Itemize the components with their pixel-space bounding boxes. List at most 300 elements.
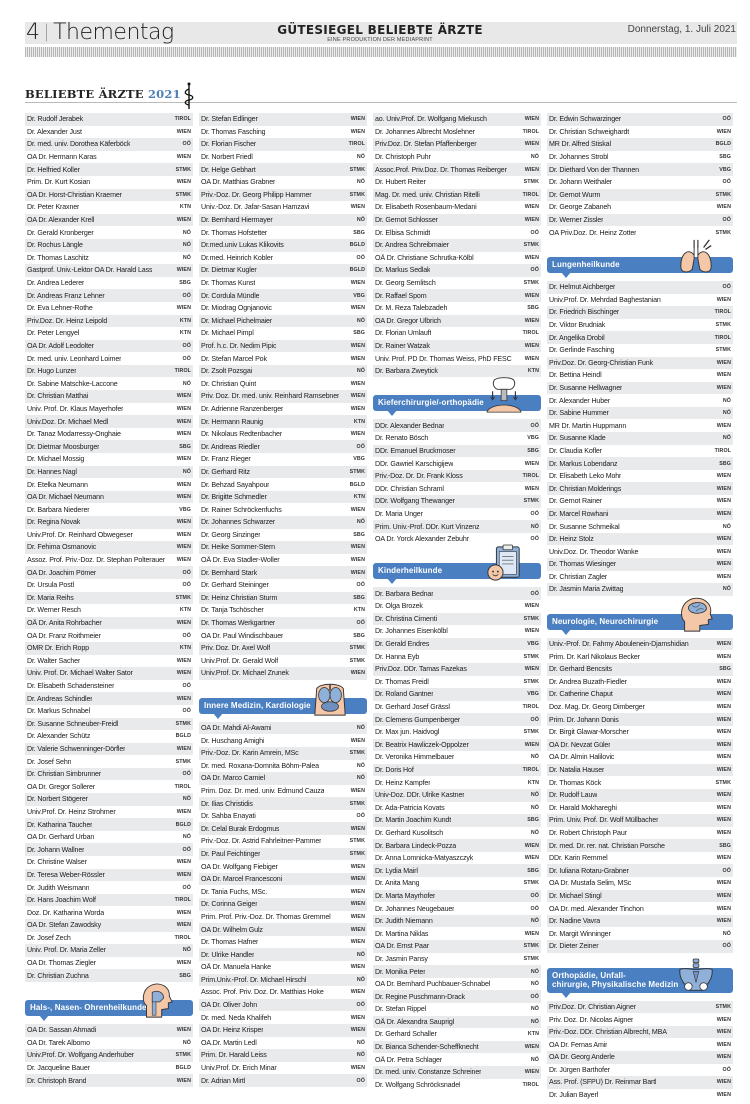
state-badge: WIEN	[716, 485, 731, 492]
state-badge: STMK	[175, 166, 191, 173]
doctor-name: Dr. Johannes Albrecht Moslehner	[375, 127, 475, 136]
doctor-name: Dr. Thomas Freidl	[375, 677, 429, 686]
doctor-name: Dr. Judith Niemann	[375, 917, 433, 926]
doctor-name: OA Dr. Michael Neumann	[27, 493, 104, 502]
doctor-name: Dr. Fehima Osmanovic	[27, 543, 97, 552]
doctor-name: Dr. Anita Mang	[375, 879, 420, 888]
doctor-name: OA Dr. Marcel Francesconi	[201, 875, 283, 884]
state-badge: NÖ	[530, 804, 539, 811]
doctor-row	[25, 667, 193, 680]
state-badge: SBG	[527, 817, 539, 824]
doctor-row	[199, 948, 367, 961]
state-badge: STMK	[349, 657, 365, 664]
doctor-row	[547, 1026, 733, 1039]
state-badge: NÖ	[182, 947, 191, 954]
state-badge: STMK	[523, 653, 539, 660]
state-badge: STMK	[715, 322, 731, 329]
state-badge: WIEN	[524, 485, 539, 492]
doctor-row	[547, 163, 733, 176]
doctor-name: Dr. Dieter Zeiner	[549, 942, 599, 951]
state-badge: NÖ	[182, 1039, 191, 1046]
doctor-name: Prim.Univ.-Prof. Dr. Michael Hirschl	[201, 975, 307, 984]
doctor-name: Dr. Georg Sinzinger	[201, 530, 261, 539]
doctor-name: OA Dr. Nevzat Güler	[549, 740, 611, 749]
doctor-name: OA Dr. Franz Roithmeier	[27, 631, 101, 640]
doctor-row	[547, 688, 733, 701]
doctor-row	[373, 713, 541, 726]
state-badge: KTN	[179, 317, 191, 324]
doctor-row	[199, 722, 367, 735]
doctor-row	[373, 953, 541, 966]
doctor-row	[373, 482, 541, 495]
doctor-name: OA Dr. Thomas Ziegler	[27, 959, 96, 968]
state-badge: OÖ	[182, 342, 191, 349]
doctor-row	[25, 201, 193, 214]
doctor-name: Dr. Barbara Niederer	[27, 505, 90, 514]
doctor-name: Prim. Dr. Karl Nikolaus Becker	[549, 652, 640, 661]
state-badge: WIEN	[350, 989, 365, 996]
doctor-name: Dr. Christoph Puhr	[375, 153, 431, 162]
doctor-name: Dr. Maria Unger	[375, 509, 423, 518]
state-badge: WIEN	[350, 888, 365, 895]
state-badge: VBG	[179, 506, 191, 513]
doctor-name: Dr. Hannes Nagl	[27, 467, 77, 476]
doctor-row	[25, 541, 193, 554]
state-badge: OÖ	[356, 254, 365, 261]
state-badge: NÖ	[182, 380, 191, 387]
doctor-row	[199, 772, 367, 785]
category-label: Lungenheilkunde	[547, 257, 733, 273]
doctor-name: Dr. Renato Bösch	[375, 434, 429, 443]
doctor-name: Dr. Adrian Mirtl	[201, 1076, 246, 1085]
doctor-row	[25, 1049, 193, 1062]
state-badge: WIEN	[350, 342, 365, 349]
doctor-row	[25, 377, 193, 390]
doctor-row	[25, 566, 193, 579]
doctor-name: Dr. Johannes Strobl	[549, 153, 609, 162]
doctor-name: MR Dr. Martin Huppmann	[549, 421, 627, 430]
doctor-row	[25, 617, 193, 630]
doctor-name: Ass. Prof. (SFPU) Dr. Reinmar Bartl	[549, 1078, 657, 1087]
doctor-list	[199, 722, 367, 1087]
doctor-row	[547, 470, 733, 483]
doctor-row	[25, 894, 193, 907]
category-pointer	[213, 713, 223, 719]
doctor-name: Dr. Thomas Hafner	[201, 938, 259, 947]
state-badge: TIROL	[522, 704, 539, 711]
doctor-row	[25, 491, 193, 504]
doctor-row	[373, 814, 541, 827]
state-badge: WIEN	[176, 267, 191, 274]
doctor-name: Univ. Prof. PD Dr. Thomas Weiss, PhD FESC	[375, 354, 512, 363]
doctor-name: Dr. Ilias Christidis	[201, 799, 253, 808]
state-badge: WIEN	[716, 204, 731, 211]
state-badge: WIEN	[716, 678, 731, 685]
state-badge: WIEN	[716, 498, 731, 505]
doctor-row	[199, 252, 367, 265]
state-badge: NÖ	[530, 154, 539, 161]
doctor-name: Dr. Christian Matthai	[27, 392, 89, 401]
state-badge: NÖ	[530, 981, 539, 988]
doctor-row	[547, 214, 733, 227]
doctor-name: Dr. Thomas Wiesinger	[549, 560, 617, 569]
doctor-name: Dr. Norbert Friedl	[201, 153, 253, 162]
state-badge: WIEN	[350, 393, 365, 400]
doctor-name: Dr. Elisabeth Rosenbaum-Medani	[375, 203, 477, 212]
doctor-row	[25, 642, 193, 655]
lungs-icon	[677, 238, 715, 276]
column-3	[373, 113, 541, 1091]
state-badge: OÖ	[182, 569, 191, 576]
doctor-row	[199, 151, 367, 164]
doctor-name: Dr. Christian Zagler	[549, 572, 608, 581]
doctor-name: Dr. Natalia Hauser	[549, 766, 605, 775]
state-badge: KTN	[179, 330, 191, 337]
state-badge: NÖ	[722, 435, 731, 442]
state-badge: WIEN	[176, 557, 191, 564]
doctor-row	[199, 579, 367, 592]
doctor-row	[25, 428, 193, 441]
state-badge: WIEN	[524, 204, 539, 211]
doctor-name: Dr. Friedrich Bischinger	[549, 308, 620, 317]
doctor-name: Dr. Hermann Raunig	[201, 417, 263, 426]
doctor-name: Dr. Tanaz Modarressy-Onghaie	[27, 430, 121, 439]
doctor-row	[547, 382, 733, 395]
doctor-name: Dr. Regina Novak	[27, 518, 81, 527]
doctor-row	[547, 482, 733, 495]
doctor-row	[199, 201, 367, 214]
state-badge: TIROL	[174, 897, 191, 904]
doctor-list	[373, 587, 541, 1091]
category-label: Hals-, Nasen- Ohrenheilkunde	[25, 1000, 193, 1016]
doctor-name: Dr. Andreas Franz Lehner	[27, 291, 105, 300]
doctor-row	[373, 1016, 541, 1029]
doctor-name: Dr. Michael Mossig	[27, 455, 85, 464]
doctor-name: Priv. Doz. Dr. med. univ. Reinhard Ramsebner	[201, 392, 340, 401]
state-badge: SBG	[353, 330, 365, 337]
state-badge: WIEN	[176, 544, 191, 551]
state-badge: WIEN	[524, 842, 539, 849]
doctor-row	[373, 1079, 541, 1092]
state-badge: WIEN	[176, 456, 191, 463]
doctor-name: Dr. Dietmar Kugler	[201, 266, 257, 275]
state-badge: NÖ	[530, 918, 539, 925]
doctor-name: Priv.Doz. DDr. Tamas Fazekas	[375, 665, 467, 674]
state-badge: KTN	[353, 607, 365, 614]
doctor-name: OA Dr. Wolfgang Fiebiger	[201, 862, 278, 871]
doctor-name: Assoc.Prof. Priv.Doz. Dr. Thomas Reiberger	[375, 165, 507, 174]
doctor-name: Dr. Christian Simbrunner	[27, 770, 102, 779]
doctor-row	[547, 294, 733, 307]
doctor-row	[199, 340, 367, 353]
doctor-row	[199, 327, 367, 340]
state-badge: WIEN	[716, 128, 731, 135]
doctor-name: Univ.-Prof. Dr. Fahmy Aboulenein-Djamshidian	[549, 640, 689, 649]
state-badge: BGLD	[175, 821, 191, 828]
doctor-row	[25, 403, 193, 416]
doctor-name: Priv.Doz. Dr. Christian Aigner	[549, 1002, 636, 1011]
doctor-name: Dr. Markus Schnabel	[27, 707, 90, 716]
doctor-name: OA Dr. Ernst Paar	[375, 942, 429, 951]
doctor-name: Dr. Behzad Sayahpour	[201, 480, 270, 489]
category-label-line: chirurgie, Physikalische Medizin	[552, 980, 679, 990]
state-badge: NÖ	[356, 951, 365, 958]
state-badge: WIEN	[350, 863, 365, 870]
doctor-row	[199, 629, 367, 642]
state-badge: OÖ	[182, 884, 191, 891]
doctor-name: Dr. Michael Pichelmaier	[201, 316, 273, 325]
state-badge: NÖ	[182, 254, 191, 261]
doctor-name: OA Dr. Stefan Zawodsky	[27, 921, 101, 930]
decorative-stripe	[25, 47, 737, 57]
doctor-row	[25, 730, 193, 743]
doctor-row	[547, 676, 733, 689]
doctor-name: Dr. Franz Rieger	[201, 455, 251, 464]
doctor-row	[199, 440, 367, 453]
doctor-name: Dr. Rainer Schröckenfuchs	[201, 505, 282, 514]
doctor-name: Dr. Johannes Neugebauer	[375, 904, 455, 913]
doctor-name: Dr. Doris Hof	[375, 766, 414, 775]
doctor-row	[547, 369, 733, 382]
doctor-name: OA Dr. Gregor Sollerer	[27, 782, 96, 791]
doctor-list	[25, 113, 193, 982]
doctor-name: Doz. Dr. Katharina Worda	[27, 908, 105, 917]
doctor-name: Dr. Anna Lomnicka-Matyaszczyk	[375, 854, 474, 863]
doctor-row	[373, 1028, 541, 1041]
state-badge: KTN	[179, 204, 191, 211]
state-badge: WIEN	[716, 729, 731, 736]
state-badge: BGLD	[349, 267, 365, 274]
state-badge: STMK	[349, 645, 365, 652]
state-badge: NÖ	[182, 796, 191, 803]
doctor-name: DDr. Alexander Bednar	[375, 421, 445, 430]
doctor-row	[25, 655, 193, 668]
category-label: Innere Medizin, Kardiologie	[199, 698, 367, 714]
state-badge: SBG	[719, 154, 731, 161]
state-badge: WIEN	[716, 372, 731, 379]
doctor-name: Dr. Viktor Brudniak	[549, 321, 606, 330]
doctor-name: Priv. Doz. Dr. Nicolas Aigner	[549, 1015, 634, 1024]
doctor-row	[373, 151, 541, 164]
doctor-row	[25, 831, 193, 844]
state-badge: KTN	[527, 779, 539, 786]
doctor-name: Dr. Thomas Laschitz	[27, 253, 89, 262]
doctor-row	[547, 776, 733, 789]
doctor-name: OA Priv.Doz. Dr. Heinz Zotter	[549, 228, 637, 237]
doctor-name: Dr. Sabine Hummer	[549, 409, 609, 418]
doctor-row	[199, 1062, 367, 1075]
doctor-row	[25, 718, 193, 731]
state-badge: NÖ	[722, 397, 731, 404]
state-badge: KTN	[353, 418, 365, 425]
state-badge: STMK	[349, 838, 365, 845]
state-badge: WIEN	[716, 892, 731, 899]
doctor-name: Dr. Paul Feichtinger	[201, 849, 261, 858]
doctor-name: Dr. Zsolt Pozsgai	[201, 367, 253, 376]
state-badge: STMK	[175, 191, 191, 198]
doctor-name: Dr. Susanne Klade	[549, 434, 606, 443]
doctor-name: Priv.-Doz. Dr. Georg Philipp Hammer	[201, 190, 312, 199]
doctor-name: OA Dr. Heinz Krisper	[201, 1026, 264, 1035]
doctor-name: Dr. Barbara Bednar	[375, 589, 434, 598]
doctor-name: Dr. Dietmar Moosburger	[27, 442, 100, 451]
doctor-name: Dr. Marta Mayrhofer	[375, 891, 436, 900]
doctor-name: DDr. Karin Remmel	[549, 854, 608, 863]
doctor-row	[199, 848, 367, 861]
doctor-row	[25, 793, 193, 806]
state-badge: WIEN	[350, 737, 365, 744]
state-badge: WIEN	[350, 405, 365, 412]
doctor-name: Dr. Clemens Gumpenberger	[375, 715, 461, 724]
doctor-name: Dr. Robert Christoph Paur	[549, 828, 627, 837]
state-badge: OÖ	[530, 993, 539, 1000]
state-badge: WIEN	[716, 653, 731, 660]
doctor-name: DDr. Gawriel Karschigijew	[375, 459, 454, 468]
doctor-row	[547, 877, 733, 890]
doctor-row	[199, 377, 367, 390]
doctor-row	[199, 566, 367, 579]
doctor-row	[547, 407, 733, 420]
doctor-row	[199, 822, 367, 835]
doctor-row	[373, 277, 541, 290]
doctor-row	[547, 1013, 733, 1026]
state-badge: OÖ	[182, 582, 191, 589]
doctor-row	[373, 600, 541, 613]
state-badge: WIEN	[716, 691, 731, 698]
state-badge: WIEN	[716, 905, 731, 912]
state-badge: WIEN	[176, 859, 191, 866]
doctor-row	[199, 503, 367, 516]
doctor-row	[373, 214, 541, 227]
state-badge: WIEN	[716, 880, 731, 887]
state-badge: WIEN	[524, 1069, 539, 1076]
doctor-name: MR Dr. Alfred Stiskal	[549, 140, 611, 149]
state-badge: WIEN	[350, 204, 365, 211]
doctor-row	[199, 747, 367, 760]
state-badge: NÖ	[722, 586, 731, 593]
doctor-name: Dr. Thomas Hofstetter	[201, 228, 268, 237]
state-badge: STMK	[715, 347, 731, 354]
doctor-row	[25, 1024, 193, 1037]
doctor-name: Univ.Prof. Dr. Gerald Wolf	[201, 656, 279, 665]
doctor-row	[373, 638, 541, 651]
page-number: 4	[26, 20, 40, 45]
state-badge: WIEN	[524, 254, 539, 261]
doctor-row	[373, 625, 541, 638]
doctor-row	[373, 252, 541, 265]
doctor-name: Dr.med. Heinrich Kobler	[201, 253, 273, 262]
state-badge: WIEN	[716, 1092, 731, 1099]
state-badge: NÖ	[722, 410, 731, 417]
doctor-name: Dr. Beatrix Hawliczek-Oppolzer	[375, 740, 469, 749]
doctor-name: OA Dr. Marco Carniel	[201, 774, 266, 783]
doctor-row	[25, 252, 193, 265]
doctor-row	[199, 642, 367, 655]
state-badge: NÖ	[530, 968, 539, 975]
state-badge: SBG	[527, 867, 539, 874]
state-badge: STMK	[175, 758, 191, 765]
doctor-row	[373, 126, 541, 139]
state-badge: WIEN	[176, 745, 191, 752]
doctor-name: Dr. Alexander Just	[27, 127, 82, 136]
doctor-name: Dr. Christoph Brand	[27, 1076, 87, 1085]
doctor-row	[373, 927, 541, 940]
state-badge: WIEN	[524, 603, 539, 610]
doctor-name: Dr. Valerie Schwenninger-Dörfler	[27, 744, 126, 753]
doctor-name: Dr. Wolfgang Schröcksnadel	[375, 1080, 461, 1089]
doctor-name: Dr. Andreas Riedler	[201, 442, 260, 451]
doctor-row	[547, 827, 733, 840]
doctor-row	[547, 508, 733, 521]
doctor-name: Dr. Gerhard Kusolitsch	[375, 828, 444, 837]
doctor-row	[373, 508, 541, 521]
doctor-row	[547, 940, 733, 953]
state-badge: STMK	[715, 1003, 731, 1010]
doctor-row	[25, 780, 193, 793]
state-badge: OÖ	[530, 422, 539, 429]
doctor-name: Dr. Nadine Vavra	[549, 917, 601, 926]
doctor-row	[199, 604, 367, 617]
doctor-row	[373, 776, 541, 789]
state-badge: OÖ	[530, 229, 539, 236]
doctor-name: Priv.-Doz. Dr. Astrid Fahrleitner-Pammer	[201, 837, 322, 846]
doctor-row	[373, 827, 541, 840]
state-badge: OÖ	[356, 1077, 365, 1084]
state-badge: OÖ	[722, 116, 731, 123]
doctor-list	[547, 638, 733, 953]
doctor-row	[373, 432, 541, 445]
state-badge: VBG	[527, 435, 539, 442]
doctor-row	[199, 655, 367, 668]
state-badge: WIEN	[524, 1044, 539, 1051]
category-pointer	[561, 629, 571, 635]
doctor-row	[199, 466, 367, 479]
doctor-name: Dr. Heinz Christian Sturm	[201, 593, 278, 602]
doctor-row	[199, 126, 367, 139]
doctor-row	[547, 764, 733, 777]
state-badge: VBG	[719, 166, 731, 173]
state-badge: SBG	[719, 460, 731, 467]
doctor-name: Dr. Regine Puschmann-Drack	[375, 992, 465, 1001]
doctor-name: Dr. Gerald Kronberger	[27, 228, 94, 237]
doctor-row	[547, 558, 733, 571]
category-header-orthop-die-unfall-chirurgie-physikalische-medizin	[547, 953, 733, 1001]
heading-label: BELIEBTE ÄRZTE	[25, 87, 144, 101]
doctor-row	[373, 764, 541, 777]
state-badge: STMK	[349, 750, 365, 757]
state-badge: TIROL	[522, 330, 539, 337]
doctor-row	[25, 743, 193, 756]
doctor-row	[199, 1037, 367, 1050]
state-badge: WIEN	[524, 666, 539, 673]
doctor-name: Prim. Dr. Harald Leiss	[201, 1051, 267, 1060]
doctor-row	[373, 864, 541, 877]
doctor-row	[25, 214, 193, 227]
doctor-name: Dr. Bianca Schender-Scheffknecht	[375, 1043, 479, 1052]
doctor-name: Dr. Helmut Aichberger	[549, 283, 616, 292]
doctor-row	[547, 739, 733, 752]
doctor-row	[25, 327, 193, 340]
state-badge: STMK	[715, 229, 731, 236]
doctor-row	[25, 440, 193, 453]
doctor-name: Dr. Hans Joachim Wolf	[27, 896, 96, 905]
state-badge: WIEN	[524, 355, 539, 362]
state-badge: WIEN	[176, 808, 191, 815]
doctor-name: Dr. Josef Zech	[27, 933, 71, 942]
doctor-row	[25, 957, 193, 970]
doctor-name: Dr. Rudolf Jerabek	[27, 115, 84, 124]
doctor-row	[199, 352, 367, 365]
